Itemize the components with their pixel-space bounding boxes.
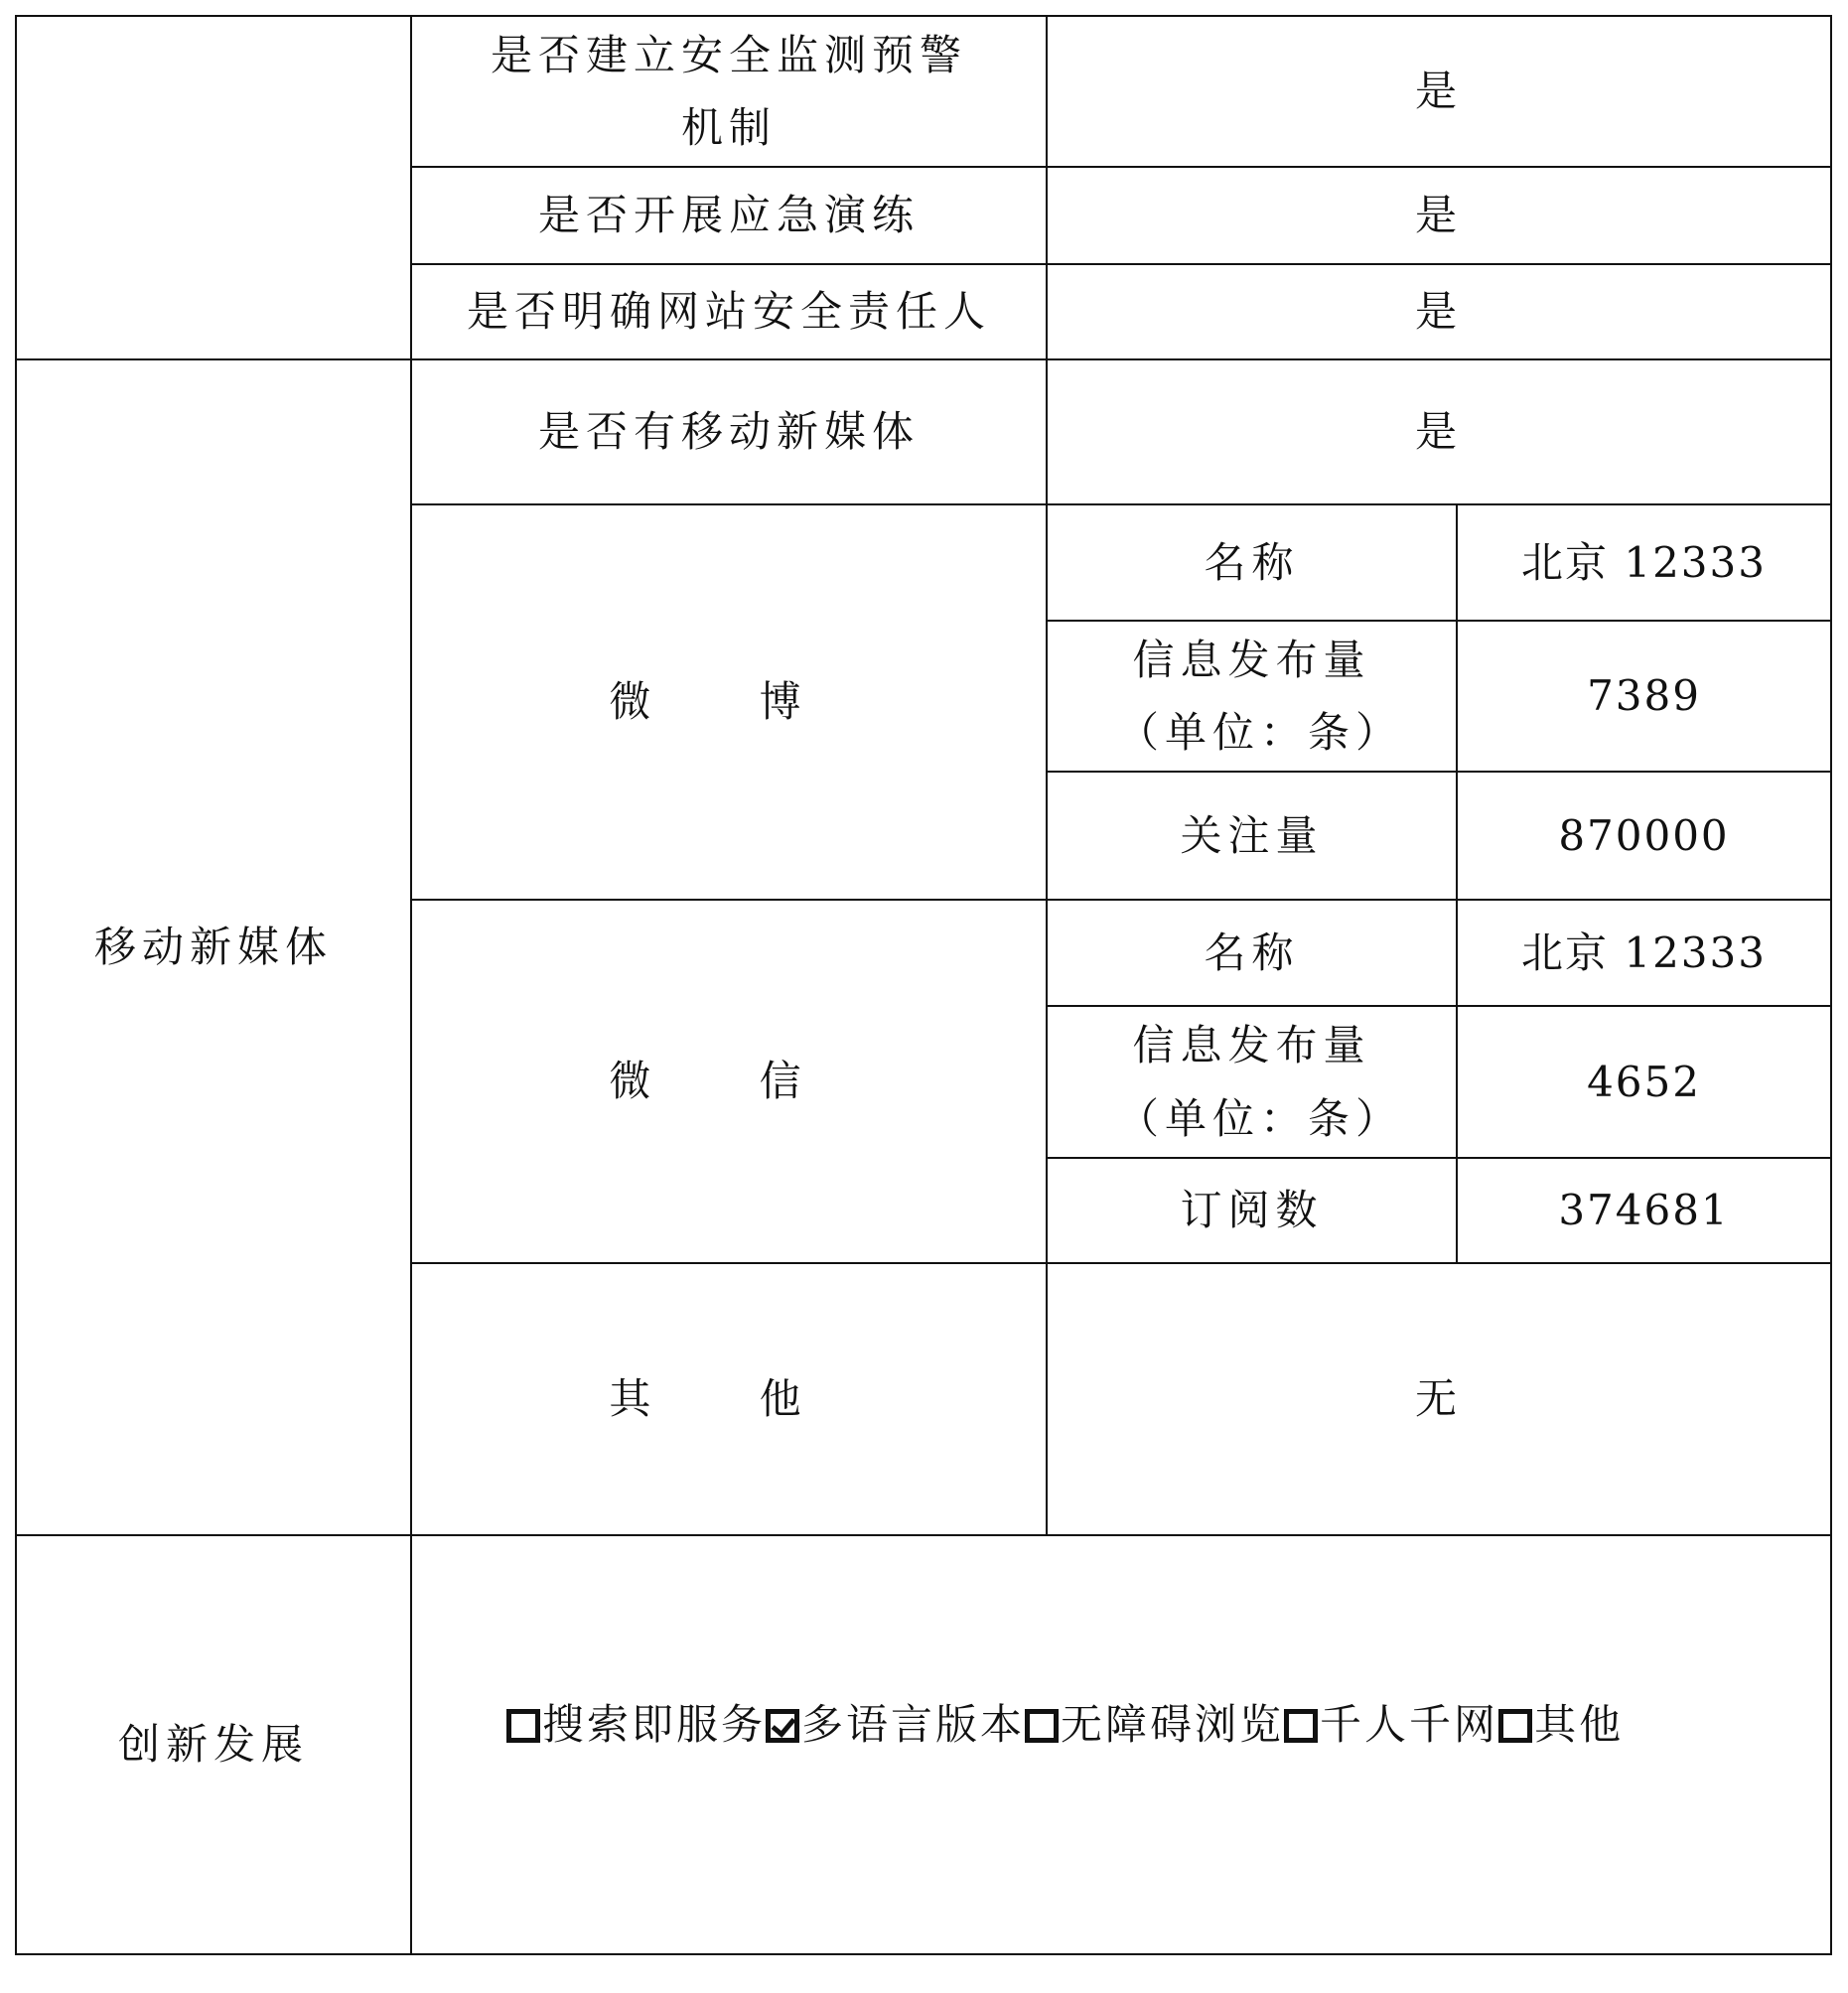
checkbox-icon[interactable]	[1284, 1709, 1318, 1743]
weibo-name-label: 名称	[1047, 504, 1457, 621]
checkbox-icon[interactable]	[1498, 1709, 1532, 1743]
other-media-label: 其 他	[411, 1263, 1047, 1535]
security-section-cell	[16, 16, 411, 359]
option-search-service[interactable]: 搜索即服务	[506, 1700, 766, 1749]
wechat-subscribers-label: 订阅数	[1047, 1158, 1457, 1263]
checkbox-icon[interactable]	[1025, 1709, 1059, 1743]
option-multilingual[interactable]: 多语言版本	[766, 1700, 1025, 1749]
security-answer: 是	[1047, 167, 1831, 264]
option-personalized[interactable]: 千人千网	[1284, 1700, 1498, 1749]
report-table	[15, 15, 1832, 1955]
security-answer: 是	[1047, 16, 1831, 167]
media-section-label: 移动新媒体	[16, 359, 411, 1535]
security-question: 是否开展应急演练	[411, 167, 1047, 264]
weibo-posts: 7389	[1457, 621, 1831, 772]
has-media-answer: 是	[1047, 359, 1831, 504]
security-question: 是否建立安全监测预警机制	[411, 16, 1047, 167]
innovation-section-label: 创新发展	[16, 1535, 411, 1954]
wechat-subscribers: 374681	[1457, 1158, 1831, 1263]
wechat-name: 北京 12333	[1457, 900, 1831, 1006]
checkbox-icon[interactable]	[506, 1709, 540, 1743]
wechat-name-label: 名称	[1047, 900, 1457, 1006]
wechat-label: 微 信	[411, 900, 1047, 1263]
security-answer: 是	[1047, 264, 1831, 359]
wechat-posts: 4652	[1457, 1006, 1831, 1158]
option-accessibility[interactable]: 无障碍浏览	[1025, 1700, 1284, 1749]
wechat-posts-label: 信息发布量（单位：条）	[1047, 1006, 1457, 1158]
security-question: 是否明确网站安全责任人	[411, 264, 1047, 359]
innovation-options	[411, 1535, 1831, 1954]
weibo-posts-label: 信息发布量（单位：条）	[1047, 621, 1457, 772]
checkbox-checked-icon[interactable]	[766, 1709, 799, 1743]
option-other[interactable]: 其他	[1498, 1700, 1624, 1749]
weibo-followers-label: 关注量	[1047, 772, 1457, 900]
weibo-followers: 870000	[1457, 772, 1831, 900]
weibo-name: 北京 12333	[1457, 504, 1831, 621]
weibo-label: 微 博	[411, 504, 1047, 900]
has-media-question: 是否有移动新媒体	[411, 359, 1047, 504]
other-media-value: 无	[1047, 1263, 1831, 1535]
